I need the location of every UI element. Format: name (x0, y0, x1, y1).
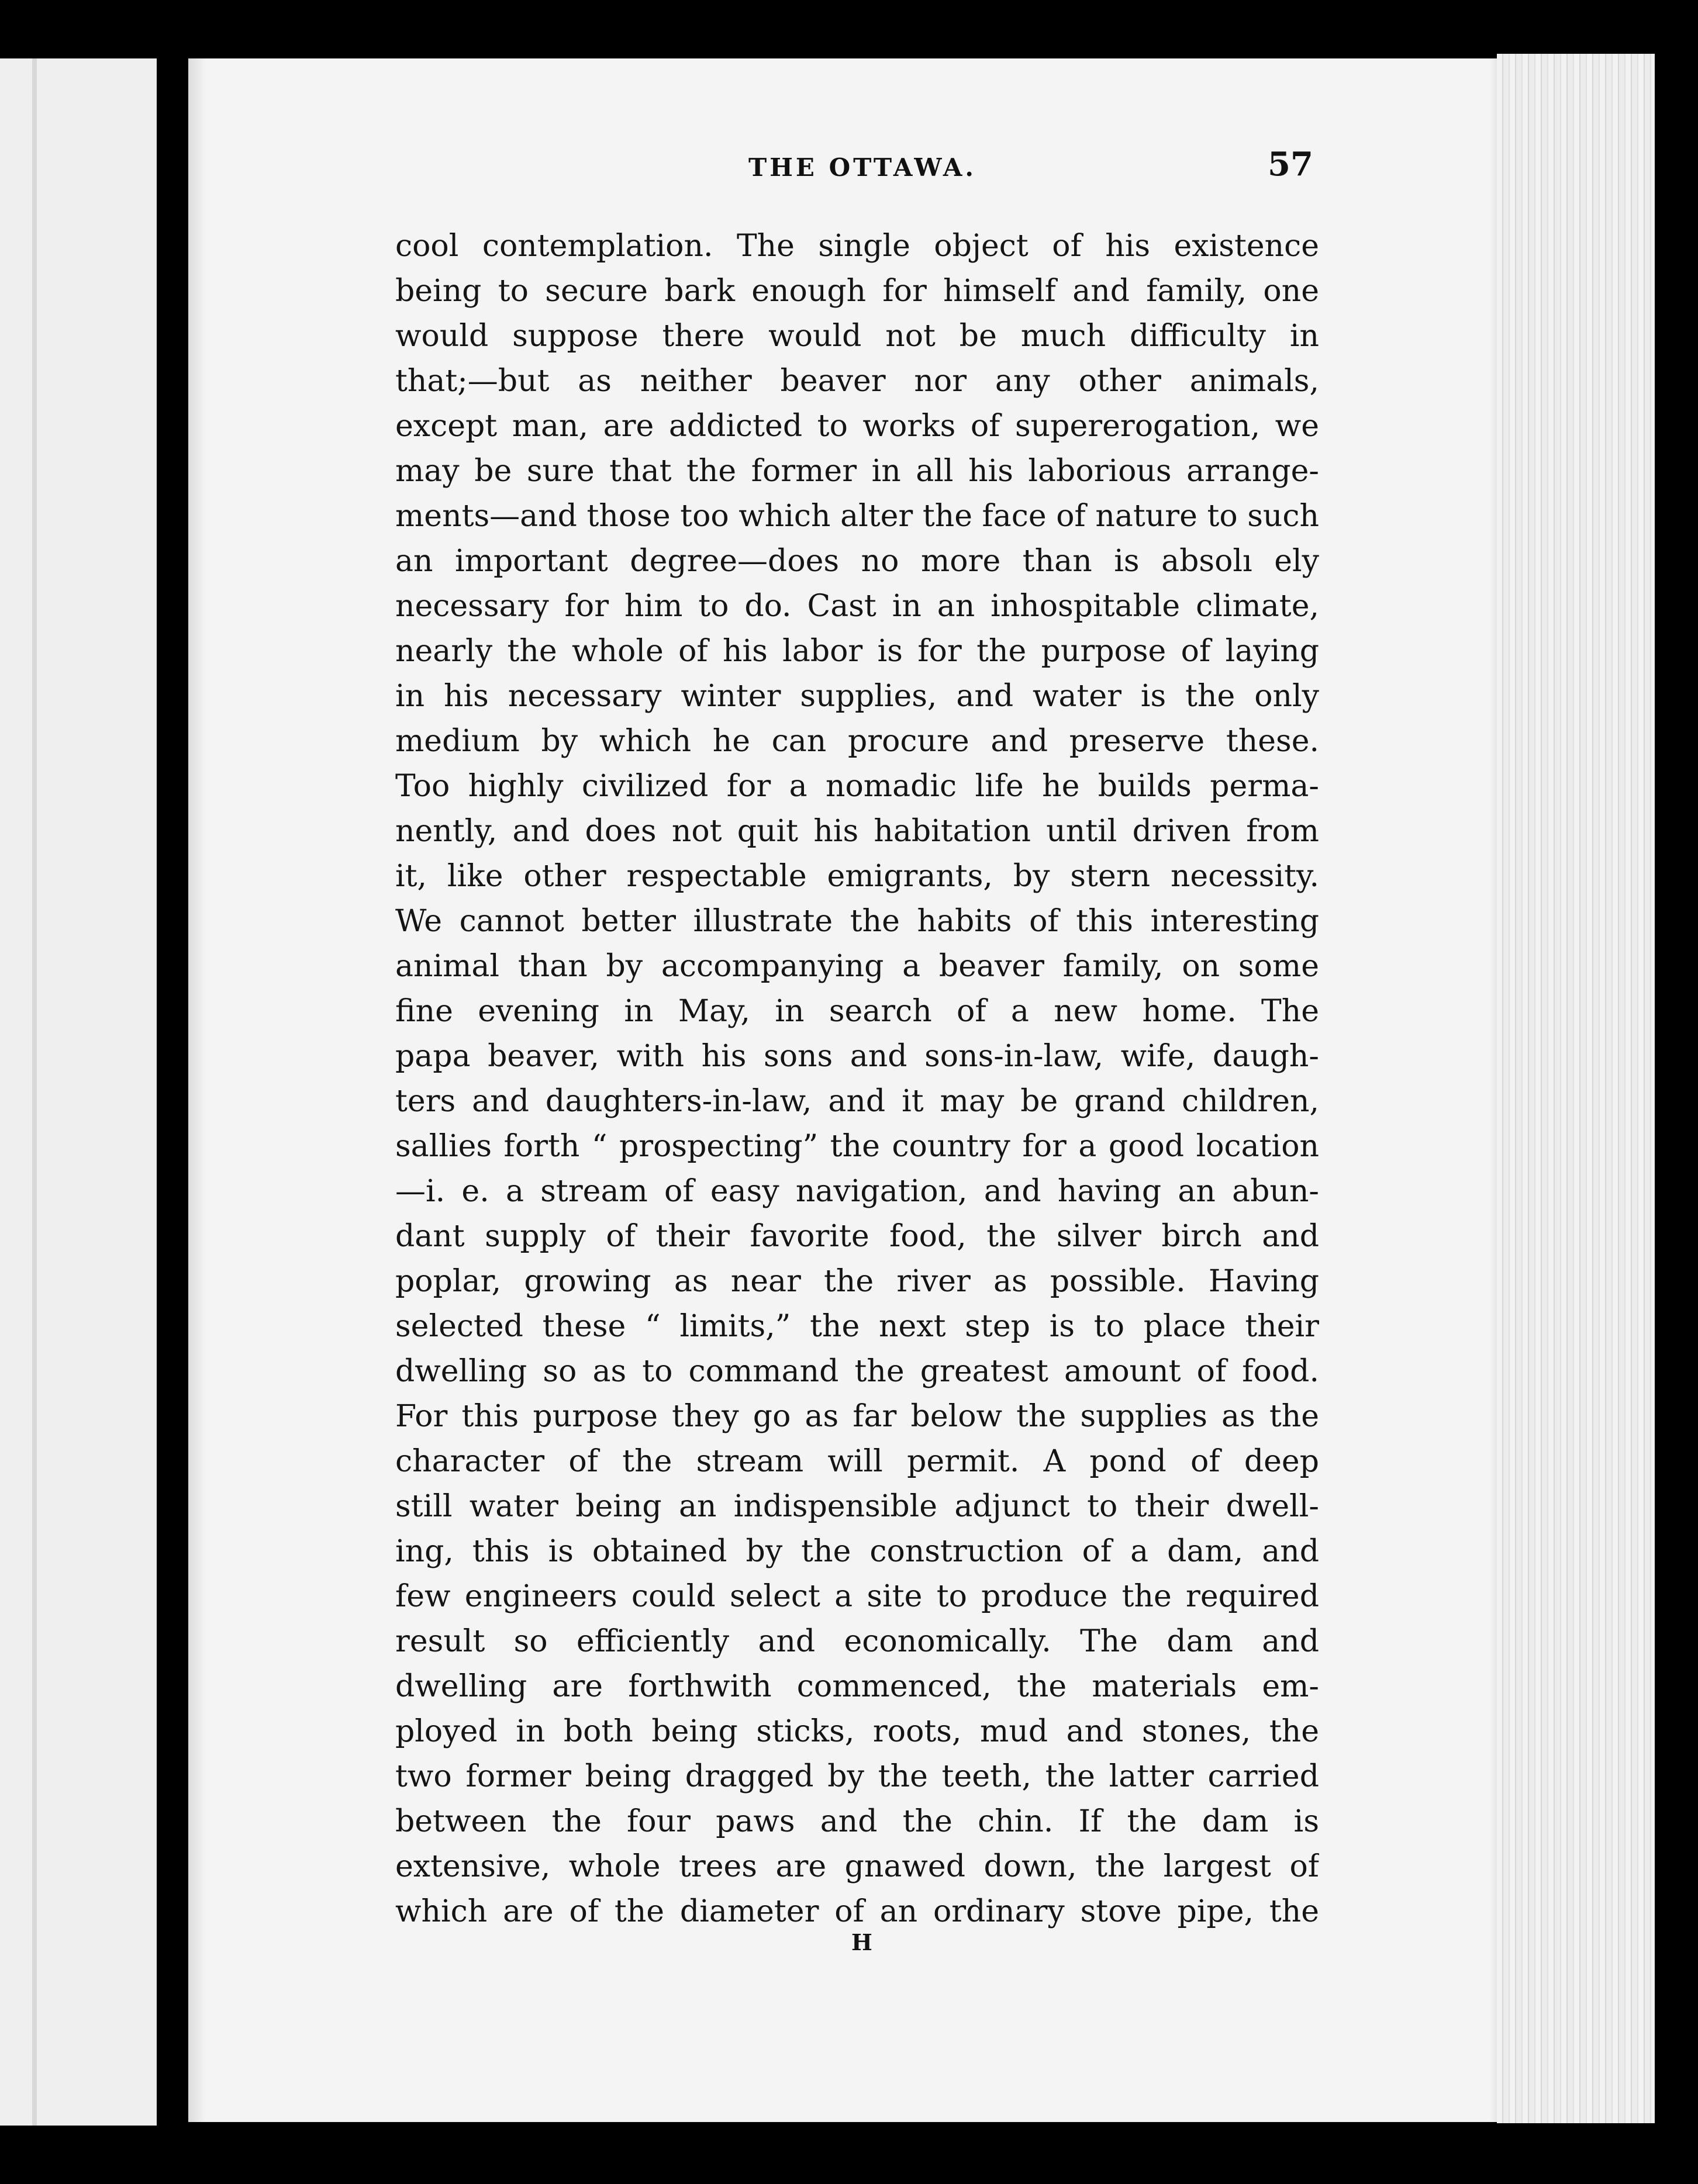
text-line: —i. e. a stream of easy navigation, and having an abun- (395, 1174, 1319, 1209)
left-page-edge (0, 58, 157, 2126)
text-line: except man, are addicted to works of supererogation, we (395, 409, 1319, 444)
text-line: dant supply of their favorite food, the silver birch and (395, 1219, 1319, 1254)
text-line: few engineers could select a site to produce the required (395, 1579, 1319, 1614)
text-line: may be sure that the former in all his laborious arrange- (395, 454, 1319, 489)
text-line: result so efficiently and economically. The dam and (395, 1624, 1319, 1659)
running-head: THE OTTAWA. (748, 153, 977, 182)
text-line: would suppose there would not be much difficulty in (395, 319, 1319, 354)
text-line: ing, this is obtained by the construction of a dam, and (395, 1534, 1319, 1569)
text-line: being to secure bark enough for himself and family, one (395, 274, 1319, 309)
text-line: dwelling so as to command the greatest amount of food. (395, 1354, 1319, 1389)
text-line: ployed in both being sticks, roots, mud and stones, the (395, 1714, 1319, 1749)
page-number: 57 (1268, 145, 1313, 184)
text-line: Too highly civilized for a nomadic life he builds perma- (395, 769, 1319, 804)
text-line: papa beaver, with his sons and sons-in-law, wife, daugh- (395, 1039, 1319, 1074)
text-line: For this purpose they go as far below the supplies as the (395, 1399, 1319, 1434)
text-line: in his necessary winter supplies, and water is the only (395, 679, 1319, 714)
text-line: nently, and does not quit his habitation until driven from (395, 814, 1319, 849)
text-line: We cannot better illustrate the habits of this interesting (395, 904, 1319, 939)
text-line: ments—and those too which alter the face of nature to such (395, 499, 1319, 534)
text-line: necessary for him to do. Cast in an inhospitable climate, (395, 589, 1319, 624)
text-line: it, like other respectable emigrants, by stern necessity. (395, 859, 1319, 894)
text-line: extensive, whole trees are gnawed down, the largest of (395, 1849, 1319, 1884)
text-line: animal than by accompanying a beaver family, on some (395, 949, 1319, 984)
text-line: character of the stream will permit. A pond of deep (395, 1444, 1319, 1479)
left-page-crease (32, 58, 37, 2126)
text-line: an important degree—does no more than is absolı ely (395, 544, 1319, 579)
page-stack-edges (1497, 54, 1655, 2123)
page-fold-shadow (188, 58, 206, 2122)
text-line: two former being dragged by the teeth, the latter carried (395, 1759, 1319, 1794)
text-line: medium by which he can procure and preserve these. (395, 724, 1319, 759)
text-line: nearly the whole of his labor is for the purpose of laying (395, 634, 1319, 669)
text-line: fine evening in May, in search of a new home. The (395, 994, 1319, 1029)
text-line: cool contemplation. The single object of his existence (395, 229, 1319, 264)
text-line: between the four paws and the chin. If the dam is (395, 1804, 1319, 1839)
signature-mark: H (851, 1929, 872, 1955)
body-text (395, 224, 1319, 1934)
text-line: still water being an indispensible adjunct to their dwell- (395, 1489, 1319, 1524)
text-line: dwelling are forthwith commenced, the materials em- (395, 1669, 1319, 1704)
text-line: which are of the diameter of an ordinary stove pipe, the (395, 1894, 1319, 1929)
text-line: sallies forth “ prospecting” the country for a good location (395, 1129, 1319, 1164)
text-line: that;—but as neither beaver nor any other animals, (395, 364, 1319, 399)
book-gutter (157, 0, 188, 2184)
text-line: poplar, growing as near the river as possible. Having (395, 1264, 1319, 1299)
text-line: selected these “ limits,” the next step is to place their (395, 1309, 1319, 1344)
text-line: ters and daughters-in-law, and it may be grand children, (395, 1084, 1319, 1119)
